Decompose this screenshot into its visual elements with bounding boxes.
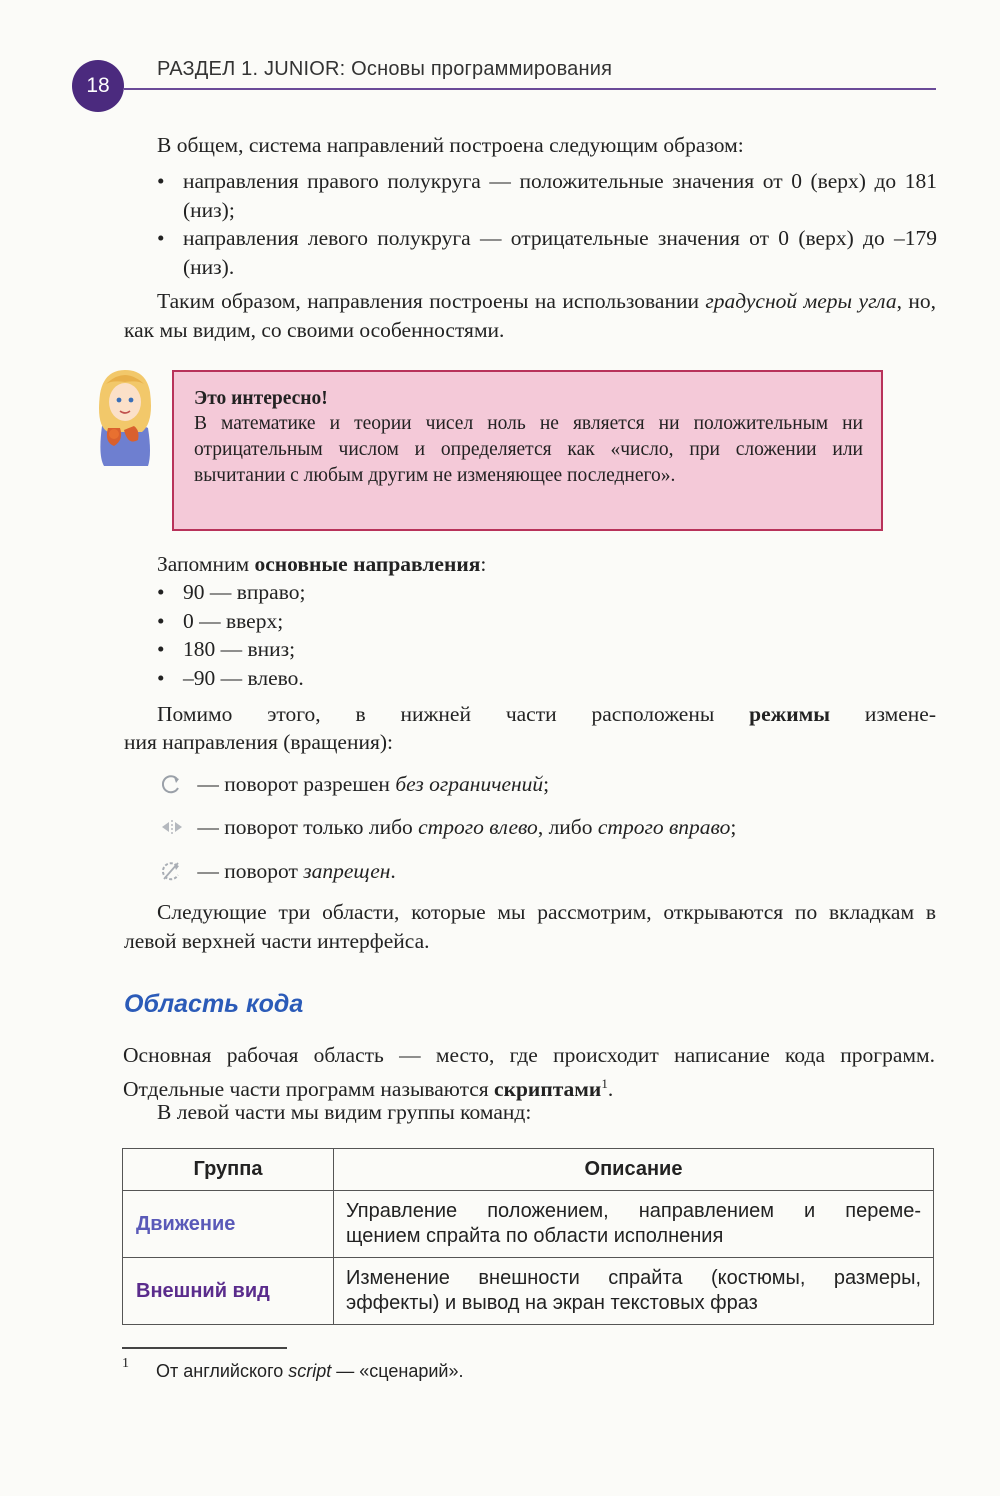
mode-punct: ; [543, 772, 550, 796]
section-paragraph [123, 1041, 935, 1103]
modes-intro-end: измене- [830, 702, 936, 726]
desc-line: щением спрайта по области исполнения [346, 1225, 724, 1247]
mode-italic: без ограничений [395, 772, 544, 796]
direction-item [157, 664, 557, 692]
desc-line: Изменение внешности спрайта (костюмы, размеры, [346, 1267, 921, 1289]
bullet-text: направления правого полукруга — положительные значения от 0 (верх) до 181 (низ); [183, 169, 937, 222]
table-header-row [123, 1149, 934, 1191]
header-group: Группа [123, 1149, 334, 1191]
footnote-end: — «сценарий». [331, 1361, 464, 1381]
bullet-text: направления левого полукруга — отрицательные значения от 0 (верх) до –179 (низ). [183, 226, 937, 279]
para1-text: Таким образом, направления построены на использовании [157, 289, 706, 313]
page-number: 18 [86, 74, 110, 97]
bullet-left-semicircle [157, 224, 937, 282]
section-bold: скриптами [494, 1076, 602, 1101]
bullet-right-semicircle [157, 167, 937, 225]
paragraph-tabs: Следующие три области, которые мы рассмотрим, открываются по вкладкам в левой верхней части интерфейса. [124, 900, 936, 953]
page-number-badge [72, 60, 124, 112]
bullet-dot: • [157, 609, 165, 633]
desc-line: эффекты) и вывод на экран текстовых фраз [346, 1292, 758, 1314]
modes-intro-line2: ния направления (вращения): [124, 730, 393, 754]
table-row [123, 1258, 934, 1325]
para1-italic: градусной меры угла [705, 289, 897, 313]
para1-text-end: , но, как мы видим, со своими особенностями. [124, 289, 937, 342]
modes-intro-line1 [157, 700, 936, 729]
header-rule [124, 88, 936, 90]
mode-italic: строго вправо [597, 815, 731, 839]
mode-dash: — [192, 859, 225, 883]
table-row [123, 1191, 934, 1258]
bullet-dot: • [157, 637, 165, 661]
direction-item [157, 607, 557, 635]
group-name: Движение [123, 1191, 334, 1258]
mode-italic: строго влево [418, 815, 538, 839]
header-description: Описание [334, 1149, 934, 1191]
mode-left-right [158, 813, 736, 841]
mode-text: поворот только либо [224, 815, 419, 839]
mode-punct: , либо [537, 815, 598, 839]
interesting-title: Это интересно! [194, 388, 328, 409]
mode-punct: ; [730, 815, 737, 839]
desc-line: Управление положением, направлением и переме- [346, 1200, 921, 1222]
mode-text: поворот [224, 859, 304, 883]
direction-text: 180 — вниз; [183, 637, 296, 661]
bullet-dot: • [157, 169, 165, 193]
rotate-disabled-icon [158, 860, 186, 882]
mode-dash: — [192, 772, 225, 796]
mode-text: поворот разрешен [224, 772, 396, 796]
direction-item [157, 635, 557, 663]
footnote-text [156, 1361, 463, 1382]
bullet-dot: • [157, 666, 165, 690]
section-punct: . [607, 1076, 614, 1101]
directions-lead-bold: основные направления [254, 552, 481, 576]
mode-punct: . [390, 859, 396, 883]
direction-text: 90 — вправо; [183, 580, 306, 604]
section-title: Область кода [124, 990, 304, 1018]
section-paragraph-2: В левой части мы видим группы команд: [157, 1100, 532, 1124]
directions-lead [157, 550, 937, 579]
mode-free-rotation [158, 770, 549, 798]
modes-intro-text: Помимо этого, в нижней части расположены [157, 702, 750, 726]
direction-text: 0 — вверх; [183, 609, 284, 633]
direction-item [157, 578, 557, 606]
interesting-body: В математике и теории чисел ноль не является ни положительным ни отрицательным числом и определяется как «число, при сложении или вычитании с любым другим не изменяющее последнего». [194, 413, 863, 486]
group-name: Внешний вид [123, 1258, 334, 1325]
left-right-icon [158, 816, 186, 838]
interesting-fact-box [172, 370, 883, 531]
running-header: РАЗДЕЛ 1. JUNIOR: Основы программирования [157, 58, 613, 80]
group-description [334, 1191, 934, 1258]
section-text: Основная рабочая область — место, где происходит написание кода программ. Отдельные части программ называются [123, 1043, 935, 1101]
mode-disabled [158, 857, 396, 885]
mode-dash: — [192, 815, 225, 839]
footnote-rule [122, 1347, 287, 1349]
footnote-italic: script [288, 1361, 332, 1381]
intro-line: В общем, система направлений построена следующим образом: [157, 133, 744, 157]
directions-lead-text: Запомним [157, 552, 255, 576]
modes-intro-bold: режимы [749, 702, 831, 726]
paragraph-degree-measure [124, 287, 936, 344]
bullet-dot: • [157, 580, 165, 604]
group-description [334, 1258, 934, 1325]
direction-text: –90 — влево. [183, 666, 304, 690]
rotate-free-icon [158, 773, 186, 795]
mode-italic: запрещен [303, 859, 391, 883]
footnote-plain: От английского [156, 1361, 289, 1381]
girl-illustration [94, 366, 156, 468]
footnote-ref: 1 [601, 1075, 608, 1091]
footnote-number: 1 [122, 1356, 129, 1371]
bullet-dot: • [157, 226, 165, 250]
command-groups-table [122, 1148, 934, 1325]
directions-lead-colon: : [480, 552, 487, 576]
